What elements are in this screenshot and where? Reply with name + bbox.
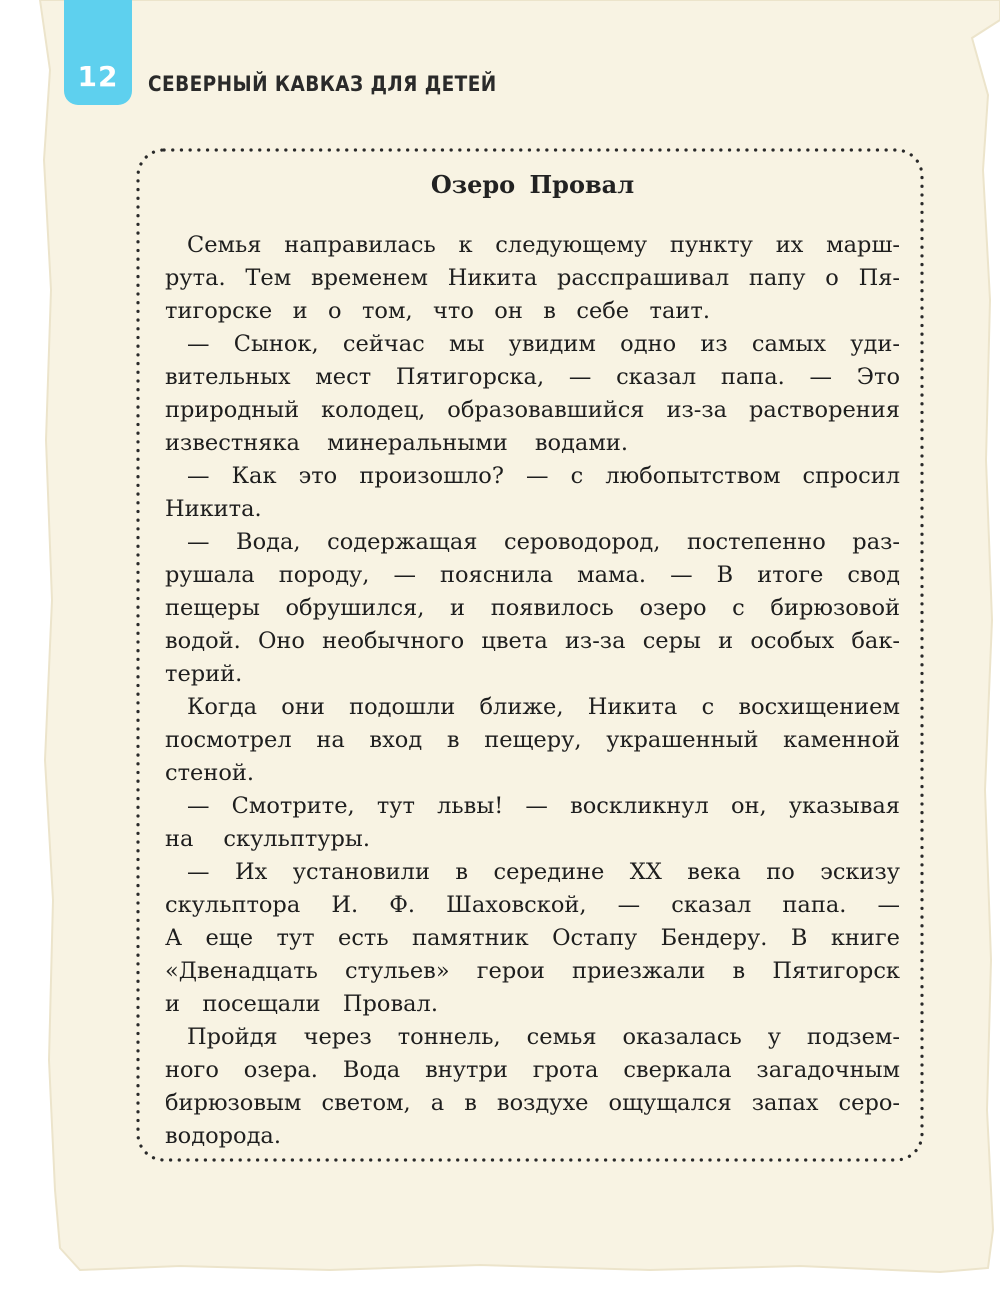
text-line: А еще тут есть памятник Остапу Бендеру. В книге <box>165 925 900 951</box>
text-line: на скульптуры. <box>165 826 370 852</box>
text-line: и посещали Провал. <box>165 991 438 1017</box>
text-line: Семья направилась к следующему пункту их марш- <box>187 232 900 258</box>
text-line: водой. Оно необычного цвета из-за серы и особых бак- <box>165 628 900 654</box>
text-line: терий. <box>165 661 243 687</box>
text-line: скульптора И. Ф. Шаховской, — сказал папа. — <box>165 892 900 918</box>
text-line: — Как это произошло? — с любопытством спросил <box>187 463 900 489</box>
text-line: природный колодец, образовавшийся из-за растворения <box>165 397 900 423</box>
section-title: Озеро Провал <box>430 170 635 199</box>
text-line: — Вода, содержащая сероводород, постепенно раз- <box>187 529 900 555</box>
text-line: — Их установили в середине XX века по эскизу <box>187 859 900 885</box>
text-line: — Сынок, сейчас мы увидим одно из самых уди- <box>187 331 900 357</box>
text-line: посмотрел на вход в пещеру, украшенный каменной <box>165 727 900 753</box>
text-line: — Смотрите, тут львы! — воскликнул он, указывая <box>187 793 900 819</box>
text-line: Когда они подошли ближе, Никита с восхищением <box>187 694 900 720</box>
text-line: рута. Тем временем Никита расспрашивал папу о Пя- <box>165 265 900 291</box>
text-line: Пройдя через тоннель, семья оказалась у подзем- <box>187 1024 900 1050</box>
text-line: бирюзовым светом, а в воздухе ощущался запах серо- <box>165 1090 900 1116</box>
story-text <box>165 229 900 1153</box>
text-line: «Двенадцать стульев» герои приезжали в Пятигорск <box>165 958 900 984</box>
running-header: СЕВЕРНЫЙ КАВКАЗ ДЛЯ ДЕТЕЙ <box>148 72 497 96</box>
text-line: рушала породу, — пояснила мама. — В итоге свод <box>165 562 900 588</box>
text-line: тигорске и о том, что он в себе таит. <box>165 298 710 324</box>
text-line: Никита. <box>165 496 262 522</box>
text-line: пещеры обрушился, и появилось озеро с бирюзовой <box>165 595 900 621</box>
text-line: стеной. <box>165 760 255 786</box>
text-line: ного озера. Вода внутри грота сверкала загадочным <box>165 1057 900 1083</box>
text-line: водорода. <box>165 1123 281 1149</box>
text-line: известняка минеральными водами. <box>165 430 628 456</box>
page-number: 12 <box>77 60 119 93</box>
text-line: вительных мест Пятигорска, — сказал папа. — Это <box>165 364 900 390</box>
